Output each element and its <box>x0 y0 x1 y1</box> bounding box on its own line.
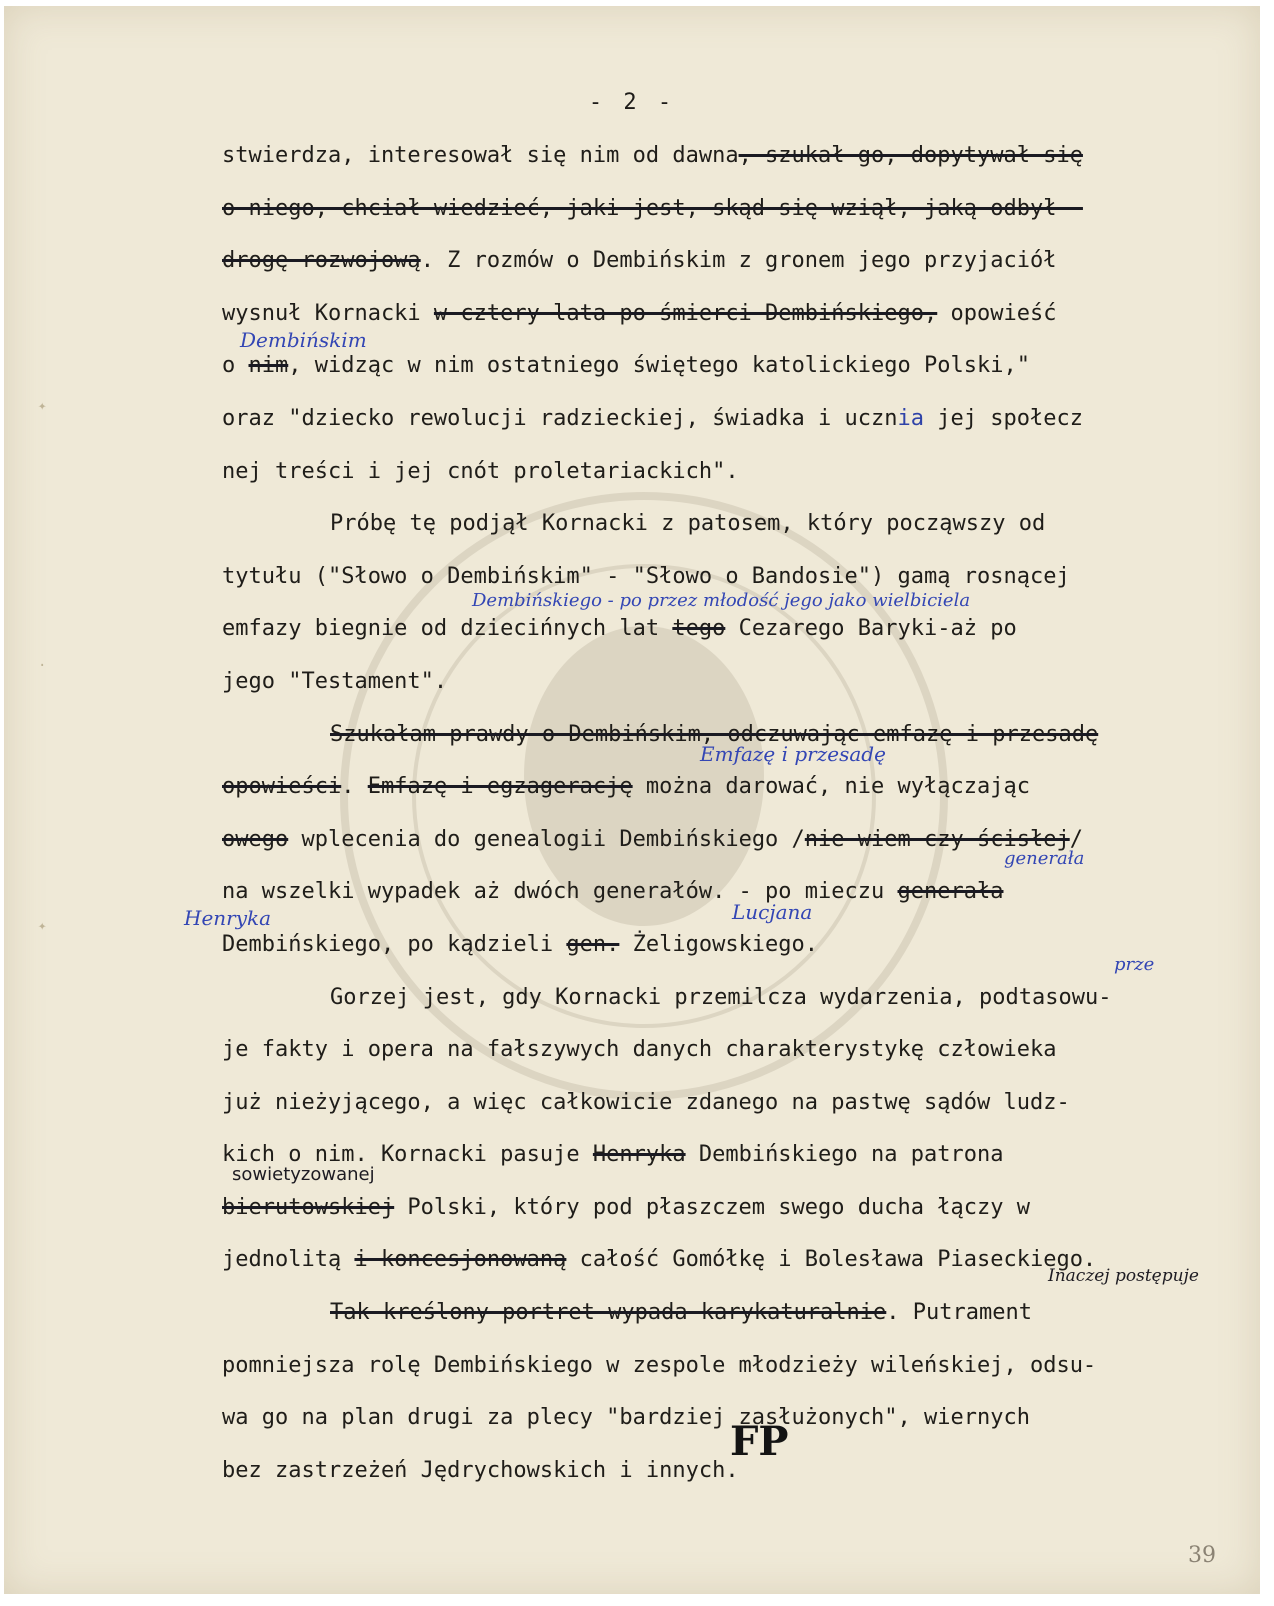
text-run: . Z rozmów o Dembińskim z gronem jego przyjaciół <box>420 248 1057 274</box>
struck-text: Emfazę i egzagerację <box>367 774 633 800</box>
struck-text: tego <box>672 616 726 642</box>
struck-text: , szukał go, dopytywał się <box>738 143 1083 168</box>
text-run: wplecenia do genealogii Dembińskiego / <box>288 826 805 852</box>
handwritten-annotation: prze <box>1114 954 1155 975</box>
handwritten-annotation: Inaczej postępuje <box>1048 1266 1199 1286</box>
handwritten-annotation: Henryka <box>184 906 272 930</box>
text-run: Próbę tę podjął Kornacki z patosem, który począwszy od <box>330 511 1046 537</box>
archive-folio-number: 39 <box>1188 1543 1216 1568</box>
text-line <box>222 340 1252 393</box>
text-run: / <box>1069 826 1083 852</box>
text-line <box>222 498 1252 551</box>
struck-text: nie wiem czy ścisłej <box>804 826 1070 852</box>
handwritten-annotation: Dembińskim <box>240 328 367 352</box>
text-run: emfazy biegnie od dziecińnych lat <box>222 616 673 642</box>
text-line <box>222 130 1252 183</box>
struck-text: Tak kreślony portret wypada karykaturalnie <box>330 1300 887 1326</box>
text-line <box>222 1024 1252 1077</box>
handwritten-annotation: sowietyzowanej <box>232 1164 375 1185</box>
text-run: Dembińskiego na patrona <box>685 1142 1004 1168</box>
text-run: o <box>222 353 249 379</box>
struck-text: opowieści <box>222 774 342 800</box>
text-run: stwierdza, interesował się nim od dawna <box>222 143 739 168</box>
text-run: , widząc w nim ostatniego świętego katolickiego Polski," <box>288 353 1030 379</box>
handwritten-annotation: Dembińskiego - po przez młodość jego jako wielbiciela <box>472 590 971 611</box>
text-run: Gorzej jest, gdy Kornacki przemilcza wydarzenia, podtasowu- <box>330 984 1112 1010</box>
struck-text: Szukałam prawdy o Dembińskim, odczuwając emfazę i przesadę <box>330 721 1099 747</box>
text-line <box>222 656 1252 709</box>
text-line <box>222 919 1252 972</box>
text-run: można darować, nie wyłączając <box>632 774 1030 800</box>
text-run: pomniejsza rolę Dembińskiego w zespole młodzieży wileńskiej, odsu- <box>222 1352 1097 1378</box>
struck-text: owego <box>222 826 289 852</box>
text-run: wa go na plan drugi za plecy "bardziej zasłużonych", wiernych <box>222 1405 1030 1431</box>
text-run: Cezarego Baryki-aż po <box>725 616 1017 642</box>
text-line <box>222 1077 1252 1130</box>
text-run: je fakty i opera na fałszywych danych charakterystykę człowieka <box>222 1037 1057 1063</box>
text-run: jej społecz <box>924 405 1083 431</box>
text-run: nej treści i jej cnót proletariackich". <box>222 458 739 484</box>
margin-marks: ✦ · ✦ <box>38 398 47 934</box>
struck-text: o niego, chciał wiedzieć, jaki jest, skąd się wziął, jaką odbył - <box>222 195 1083 221</box>
handwritten-insert: ia <box>897 405 925 431</box>
text-line <box>222 235 1252 288</box>
typed-text-body <box>222 130 1252 1497</box>
text-line <box>222 446 1252 499</box>
text-line <box>222 761 1252 814</box>
text-run: bez zastrzeżeń Jędrychowskich i innych. <box>222 1457 739 1483</box>
text-line <box>222 183 1252 236</box>
handwritten-annotation: generała <box>1004 848 1085 869</box>
text-line <box>222 393 1252 446</box>
text-run: Dembińskiego, po kądzieli <box>222 931 567 957</box>
struck-text: generała <box>897 879 1004 905</box>
text-run: Żeligowskiego. <box>619 931 819 957</box>
text-run: Polski, który pod płaszczem swego ducha łączy w <box>394 1194 1030 1220</box>
text-run: tytułu ("Słowo o Dembińskim" - "Słowo o Bandosie") gamą rosnącej <box>222 563 1070 589</box>
text-line <box>222 972 1252 1025</box>
text-line <box>222 814 1252 867</box>
struck-text: i koncesjonowaną <box>354 1247 567 1273</box>
text-line <box>222 1340 1252 1393</box>
text-line <box>222 603 1252 656</box>
struck-text: w cztery lata po śmierci Dembińskiego, <box>433 300 938 326</box>
text-run: . <box>341 774 368 800</box>
page-number: - 2 - <box>588 90 676 115</box>
text-run: oraz "dziecko rewolucji radzieckiej, świadka i uczn <box>222 405 898 431</box>
document-page <box>4 6 1260 1594</box>
text-line <box>222 1182 1252 1235</box>
text-run: jednolitą <box>222 1247 355 1273</box>
struck-text: nim <box>248 353 289 379</box>
text-run: opowieść <box>937 300 1057 326</box>
struck-text: Henryka <box>592 1142 686 1168</box>
handwritten-annotation: Lucjana <box>732 900 813 924</box>
text-run: wysnuł Kornacki <box>222 300 434 326</box>
text-run: kich o nim. Kornacki pasuje <box>222 1142 593 1168</box>
text-run: całość Gomółkę i Bolesława Piaseckiego. <box>566 1247 1097 1273</box>
text-line <box>222 1287 1252 1340</box>
text-run: . Putrament <box>886 1300 1032 1326</box>
text-run: na wszelki wypadek aż dwóch generałów. - po mieczu <box>222 879 898 905</box>
struck-text: drogę rozwojową <box>222 248 421 274</box>
text-line <box>222 1129 1252 1182</box>
handwritten-annotation: Emfazę i przesadę <box>700 742 886 766</box>
struck-text: gen. <box>566 931 620 957</box>
text-line <box>222 288 1252 341</box>
struck-text: bierutowskiej <box>222 1194 395 1220</box>
text-run: już nieżyjącego, a więc całkowicie zdanego na pastwę sądów ludz- <box>222 1089 1070 1115</box>
text-run: jego "Testament". <box>222 668 448 694</box>
handwritten-initials: FP <box>730 1418 789 1465</box>
